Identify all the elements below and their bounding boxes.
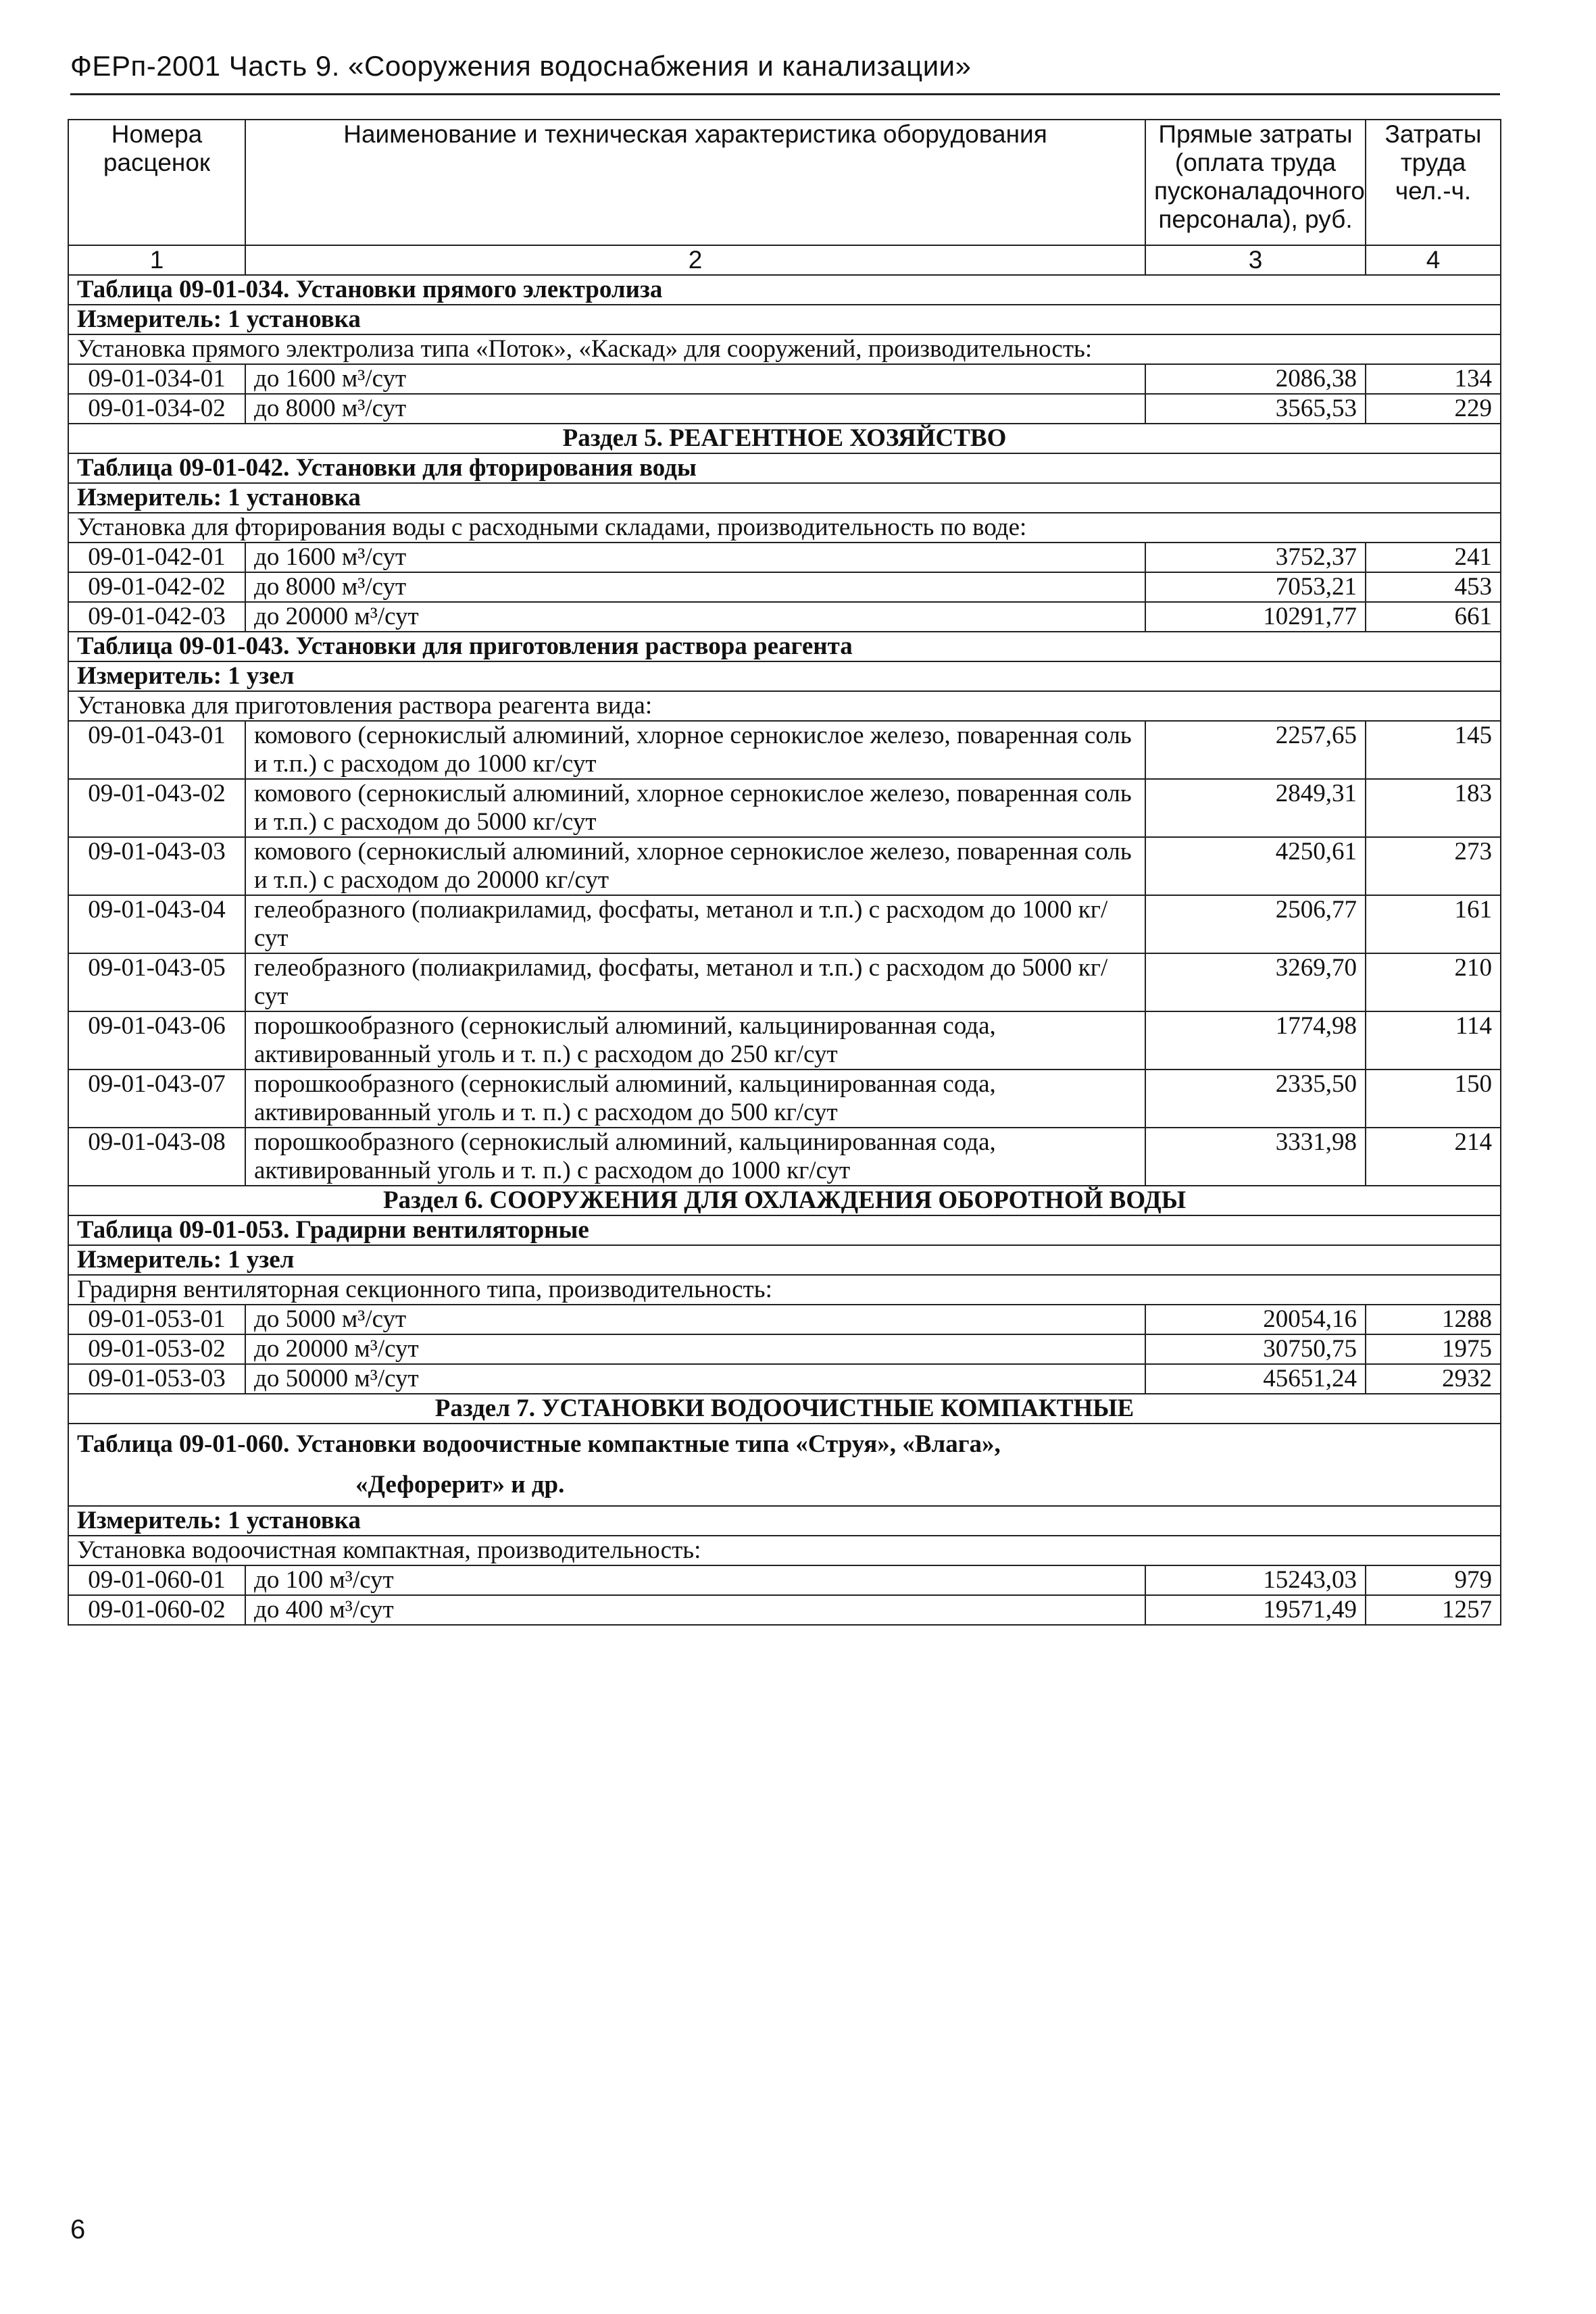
rate-code: 09-01-042-02	[68, 572, 245, 602]
rate-description: до 8000 м³/сут	[245, 394, 1145, 424]
intro-text: Установка для фторирования воды с расходными складами, производительность по воде:	[68, 513, 1501, 543]
rate-description: до 50000 м³/сут	[245, 1364, 1145, 1394]
rate-description: гелеобразного (полиакриламид, фосфаты, метанол и т.п.) с расходом до 1000 кг/сут	[245, 895, 1145, 953]
meter-label: Измеритель: 1 узел	[68, 1245, 1501, 1275]
rate-labor: 241	[1366, 543, 1501, 572]
table-row	[68, 364, 1501, 394]
rate-code: 09-01-042-01	[68, 543, 245, 572]
rate-cost: 45651,24	[1145, 1364, 1366, 1394]
table-row	[68, 895, 1501, 953]
section-row	[68, 424, 1501, 453]
section-title: Раздел 5. РЕАГЕНТНОЕ ХОЗЯЙСТВО	[68, 424, 1501, 453]
rate-cost: 2086,38	[1145, 364, 1366, 394]
table-row	[68, 572, 1501, 602]
intro-row	[68, 1536, 1501, 1565]
table-row	[68, 602, 1501, 632]
table-title	[68, 1424, 1501, 1506]
rate-cost: 19571,49	[1145, 1595, 1366, 1625]
table-row	[68, 543, 1501, 572]
rate-labor: 214	[1366, 1128, 1501, 1186]
table-title: Таблица 09-01-034. Установки прямого электролиза	[68, 275, 1501, 305]
rate-description: комового (сернокислый алюминий, хлорное сернокислое железо, поваренная соль и т.п.) с расходом до 5000 кг/сут	[245, 779, 1145, 837]
rate-cost: 3331,98	[1145, 1128, 1366, 1186]
meter-row	[68, 1245, 1501, 1275]
table-row	[68, 394, 1501, 424]
rate-description: до 5000 м³/сут	[245, 1305, 1145, 1334]
table-title-row	[68, 453, 1501, 483]
rate-cost: 10291,77	[1145, 602, 1366, 632]
meter-row	[68, 1506, 1501, 1536]
intro-row	[68, 691, 1501, 721]
section-row	[68, 1394, 1501, 1424]
rate-code: 09-01-060-02	[68, 1595, 245, 1625]
rate-cost: 15243,03	[1145, 1565, 1366, 1595]
col-header-code: Номера расценок	[68, 120, 245, 245]
table-title: Таблица 09-01-053. Градирни вентиляторные	[68, 1215, 1501, 1245]
meter-row	[68, 305, 1501, 334]
rate-labor: 183	[1366, 779, 1501, 837]
table-row	[68, 1364, 1501, 1394]
col-header-direct-costs: Прямые затраты (оплата труда пусконаладочного персонала), руб.	[1145, 120, 1366, 245]
rate-description: до 20000 м³/сут	[245, 602, 1145, 632]
meter-label: Измеритель: 1 установка	[68, 483, 1501, 513]
rate-description: до 1600 м³/сут	[245, 543, 1145, 572]
intro-text: Установка водоочистная компактная, производительность:	[68, 1536, 1501, 1565]
table-title-row	[68, 632, 1501, 661]
rate-cost: 2335,50	[1145, 1070, 1366, 1128]
rate-code: 09-01-043-08	[68, 1128, 245, 1186]
table-row	[68, 1011, 1501, 1070]
rate-description: комового (сернокислый алюминий, хлорное сернокислое железо, поваренная соль и т.п.) с расходом до 1000 кг/сут	[245, 721, 1145, 779]
col-number: 3	[1145, 245, 1366, 275]
section-title: Раздел 6. СООРУЖЕНИЯ ДЛЯ ОХЛАЖДЕНИЯ ОБОРОТНОЙ ВОДЫ	[68, 1186, 1501, 1215]
table-row	[68, 779, 1501, 837]
section-title: Раздел 7. УСТАНОВКИ ВОДООЧИСТНЫЕ КОМПАКТНЫЕ	[68, 1394, 1501, 1424]
rate-code: 09-01-042-03	[68, 602, 245, 632]
meter-label: Измеритель: 1 установка	[68, 1506, 1501, 1536]
intro-row	[68, 334, 1501, 364]
rate-code: 09-01-043-02	[68, 779, 245, 837]
rate-labor: 1975	[1366, 1334, 1501, 1364]
table-row	[68, 1595, 1501, 1625]
rate-labor: 145	[1366, 721, 1501, 779]
table-title-line: «Дефорерит» и др.	[355, 1471, 565, 1499]
rate-labor: 150	[1366, 1070, 1501, 1128]
table-row	[68, 1565, 1501, 1595]
header-rule	[70, 93, 1500, 95]
table-title-row	[68, 1215, 1501, 1245]
rate-cost: 4250,61	[1145, 837, 1366, 895]
rate-labor: 161	[1366, 895, 1501, 953]
rate-code: 09-01-043-06	[68, 1011, 245, 1070]
table-title-row	[68, 1424, 1501, 1506]
col-number: 2	[245, 245, 1145, 275]
rate-cost: 3565,53	[1145, 394, 1366, 424]
rate-labor: 1257	[1366, 1595, 1501, 1625]
rate-code: 09-01-053-02	[68, 1334, 245, 1364]
meter-label: Измеритель: 1 установка	[68, 305, 1501, 334]
rate-description: комового (сернокислый алюминий, хлорное сернокислое железо, поваренная соль и т.п.) с расходом до 20000 кг/сут	[245, 837, 1145, 895]
table-row	[68, 1305, 1501, 1334]
rate-code: 09-01-034-01	[68, 364, 245, 394]
price-table	[68, 119, 1501, 1626]
rate-cost: 1774,98	[1145, 1011, 1366, 1070]
rate-code: 09-01-034-02	[68, 394, 245, 424]
rate-code: 09-01-060-01	[68, 1565, 245, 1595]
meter-row	[68, 483, 1501, 513]
table-row	[68, 1128, 1501, 1186]
rate-code: 09-01-043-04	[68, 895, 245, 953]
table-row	[68, 1334, 1501, 1364]
meter-label: Измеритель: 1 узел	[68, 661, 1501, 691]
rate-labor: 1288	[1366, 1305, 1501, 1334]
rate-description: порошкообразного (сернокислый алюминий, кальцинированная сода, активированный уголь и т. п.) с расходом до 1000 кг/сут	[245, 1128, 1145, 1186]
table-row	[68, 837, 1501, 895]
rate-labor: 210	[1366, 953, 1501, 1011]
col-header-name: Наименование и техническая характеристика оборудования	[245, 120, 1145, 245]
rate-labor: 2932	[1366, 1364, 1501, 1394]
rate-labor: 114	[1366, 1011, 1501, 1070]
section-row	[68, 1186, 1501, 1215]
running-head: ФЕРп-2001 Часть 9. «Сооружения водоснабжения и канализации»	[70, 50, 972, 82]
rate-cost: 20054,16	[1145, 1305, 1366, 1334]
rate-labor: 453	[1366, 572, 1501, 602]
rate-cost: 7053,21	[1145, 572, 1366, 602]
header-row	[68, 120, 1501, 245]
rate-description: до 1600 м³/сут	[245, 364, 1145, 394]
meter-row	[68, 661, 1501, 691]
rate-description: гелеобразного (полиакриламид, фосфаты, метанол и т.п.) с расходом до 5000 кг/сут	[245, 953, 1145, 1011]
intro-text: Установка прямого электролиза типа «Поток», «Каскад» для сооружений, производительность:	[68, 334, 1501, 364]
rate-description: до 400 м³/сут	[245, 1595, 1145, 1625]
rate-labor: 979	[1366, 1565, 1501, 1595]
intro-text: Установка для приготовления раствора реагента вида:	[68, 691, 1501, 721]
rate-cost: 3269,70	[1145, 953, 1366, 1011]
table-row	[68, 1070, 1501, 1128]
rate-cost: 2257,65	[1145, 721, 1366, 779]
rate-description: до 20000 м³/сут	[245, 1334, 1145, 1364]
rate-code: 09-01-043-05	[68, 953, 245, 1011]
rate-code: 09-01-043-01	[68, 721, 245, 779]
column-number-row	[68, 245, 1501, 275]
table-title-line: Таблица 09-01-060. Установки водоочистные компактные типа «Струя», «Влага»,	[77, 1430, 1001, 1458]
rate-description: до 100 м³/сут	[245, 1565, 1145, 1595]
intro-row	[68, 513, 1501, 543]
rate-description: порошкообразного (сернокислый алюминий, кальцинированная сода, активированный уголь и т. п.) с расходом до 500 кг/сут	[245, 1070, 1145, 1128]
col-number: 1	[68, 245, 245, 275]
table-row	[68, 721, 1501, 779]
rate-labor: 661	[1366, 602, 1501, 632]
col-header-labor: Затраты труда чел.-ч.	[1366, 120, 1501, 245]
rate-code: 09-01-053-01	[68, 1305, 245, 1334]
rate-description: порошкообразного (сернокислый алюминий, кальцинированная сода, активированный уголь и т. п.) с расходом до 250 кг/сут	[245, 1011, 1145, 1070]
rate-labor: 134	[1366, 364, 1501, 394]
rate-code: 09-01-043-07	[68, 1070, 245, 1128]
table-title: Таблица 09-01-042. Установки для фторирования воды	[68, 453, 1501, 483]
rate-cost: 30750,75	[1145, 1334, 1366, 1364]
rate-code: 09-01-053-03	[68, 1364, 245, 1394]
page-number: 6	[70, 2215, 86, 2244]
rate-description: до 8000 м³/сут	[245, 572, 1145, 602]
rate-labor: 229	[1366, 394, 1501, 424]
rate-cost: 2849,31	[1145, 779, 1366, 837]
intro-text: Градирня вентиляторная секционного типа, производительность:	[68, 1275, 1501, 1305]
rate-code: 09-01-043-03	[68, 837, 245, 895]
table-title: Таблица 09-01-043. Установки для приготовления раствора реагента	[68, 632, 1501, 661]
rate-cost: 3752,37	[1145, 543, 1366, 572]
table-row	[68, 953, 1501, 1011]
intro-row	[68, 1275, 1501, 1305]
rate-cost: 2506,77	[1145, 895, 1366, 953]
col-number: 4	[1366, 245, 1501, 275]
table-title-row	[68, 275, 1501, 305]
rate-labor: 273	[1366, 837, 1501, 895]
